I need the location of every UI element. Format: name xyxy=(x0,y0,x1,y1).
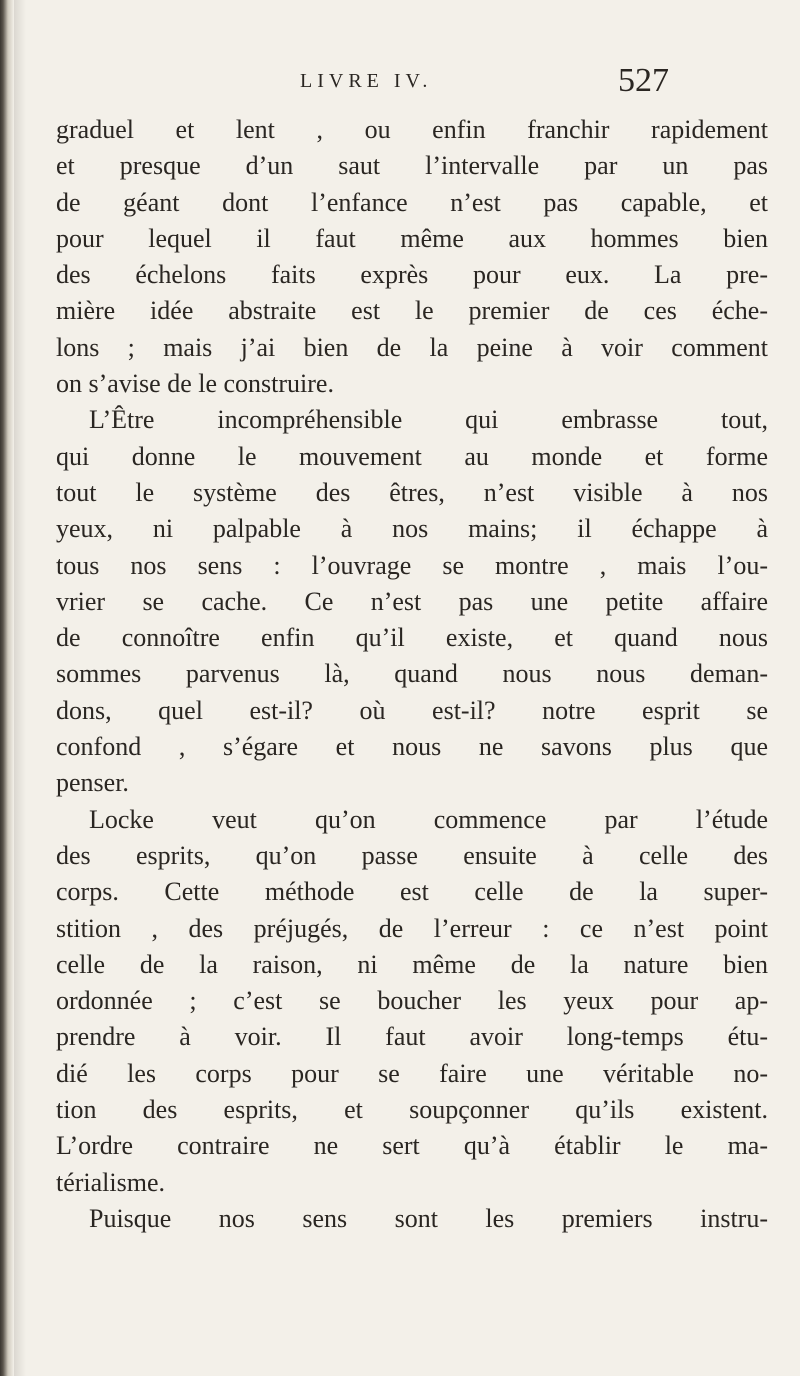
text-line: graduel et lent , ou enfin franchir rapidement xyxy=(56,115,768,144)
text-line: des échelons faits exprès pour eux. La pre- xyxy=(56,260,768,290)
text-line: tion des esprits, et soupçonner qu’ils existent. xyxy=(56,1095,768,1125)
text-line: prendre à voir. Il faut avoir long-temps étu- xyxy=(56,1022,768,1052)
text-line: vrier se cache. Ce n’est pas une petite affaire xyxy=(56,586,768,616)
text-line: tous nos sens : l’ouvrage se montre , mais l’ou- xyxy=(56,550,768,580)
text-line: des esprits, qu’on passe ensuite à celle des xyxy=(56,840,768,870)
text-line: pour lequel il faut même aux hommes bien xyxy=(56,223,768,253)
book-binding-edge xyxy=(0,0,14,1376)
text-line: Locke veut qu’on commence par l’étude xyxy=(89,804,768,834)
text-line: corps. Cette méthode est celle de la super- xyxy=(56,877,768,907)
text-line: yeux, ni palpable à nos mains; il échappe à xyxy=(56,514,768,544)
text-line: stition , des préjugés, de l’erreur : ce n’est point xyxy=(56,913,768,943)
text-line: térialisme. xyxy=(56,1167,166,1197)
text-line: celle de la raison, ni même de la nature bien xyxy=(56,949,768,979)
text-line: penser. xyxy=(56,768,129,798)
text-line: Puisque nos sens sont les premiers instru- xyxy=(89,1203,768,1233)
text-line: L’ordre contraire ne sert qu’à établir le ma- xyxy=(56,1131,768,1161)
text-line: dons, quel est-il? où est-il? notre esprit se xyxy=(56,695,768,725)
text-line: L’Être incompréhensible qui embrasse tout, xyxy=(89,405,768,435)
text-line: tout le système des êtres, n’est visible à nos xyxy=(56,477,768,507)
text-line: lons ; mais j’ai bien de la peine à voir comment xyxy=(56,332,768,362)
text-line: et presque d’un saut l’intervalle par un pas xyxy=(56,151,768,181)
text-line: dié les corps pour se faire une véritable no- xyxy=(56,1058,768,1088)
text-line: de géant dont l’enfance n’est pas capable, et xyxy=(56,187,768,217)
text-line: confond , s’égare et nous ne savons plus que xyxy=(56,732,768,762)
text-line: qui donne le mouvement au monde et forme xyxy=(56,441,768,471)
text-line: mière idée abstraite est le premier de ces éche- xyxy=(56,296,768,326)
gutter-shadow xyxy=(14,0,26,1376)
running-title: LIVRE IV. xyxy=(300,70,433,92)
text-line: ordonnée ; c’est se boucher les yeux pour ap- xyxy=(56,986,768,1016)
text-line: de connoître enfin qu’il existe, et quand nous xyxy=(56,623,768,653)
text-line: on s’avise de le construire. xyxy=(56,369,334,399)
page-number: 527 xyxy=(618,62,669,99)
page-body xyxy=(56,112,768,1237)
text-line: sommes parvenus là, quand nous nous deman- xyxy=(56,659,768,689)
